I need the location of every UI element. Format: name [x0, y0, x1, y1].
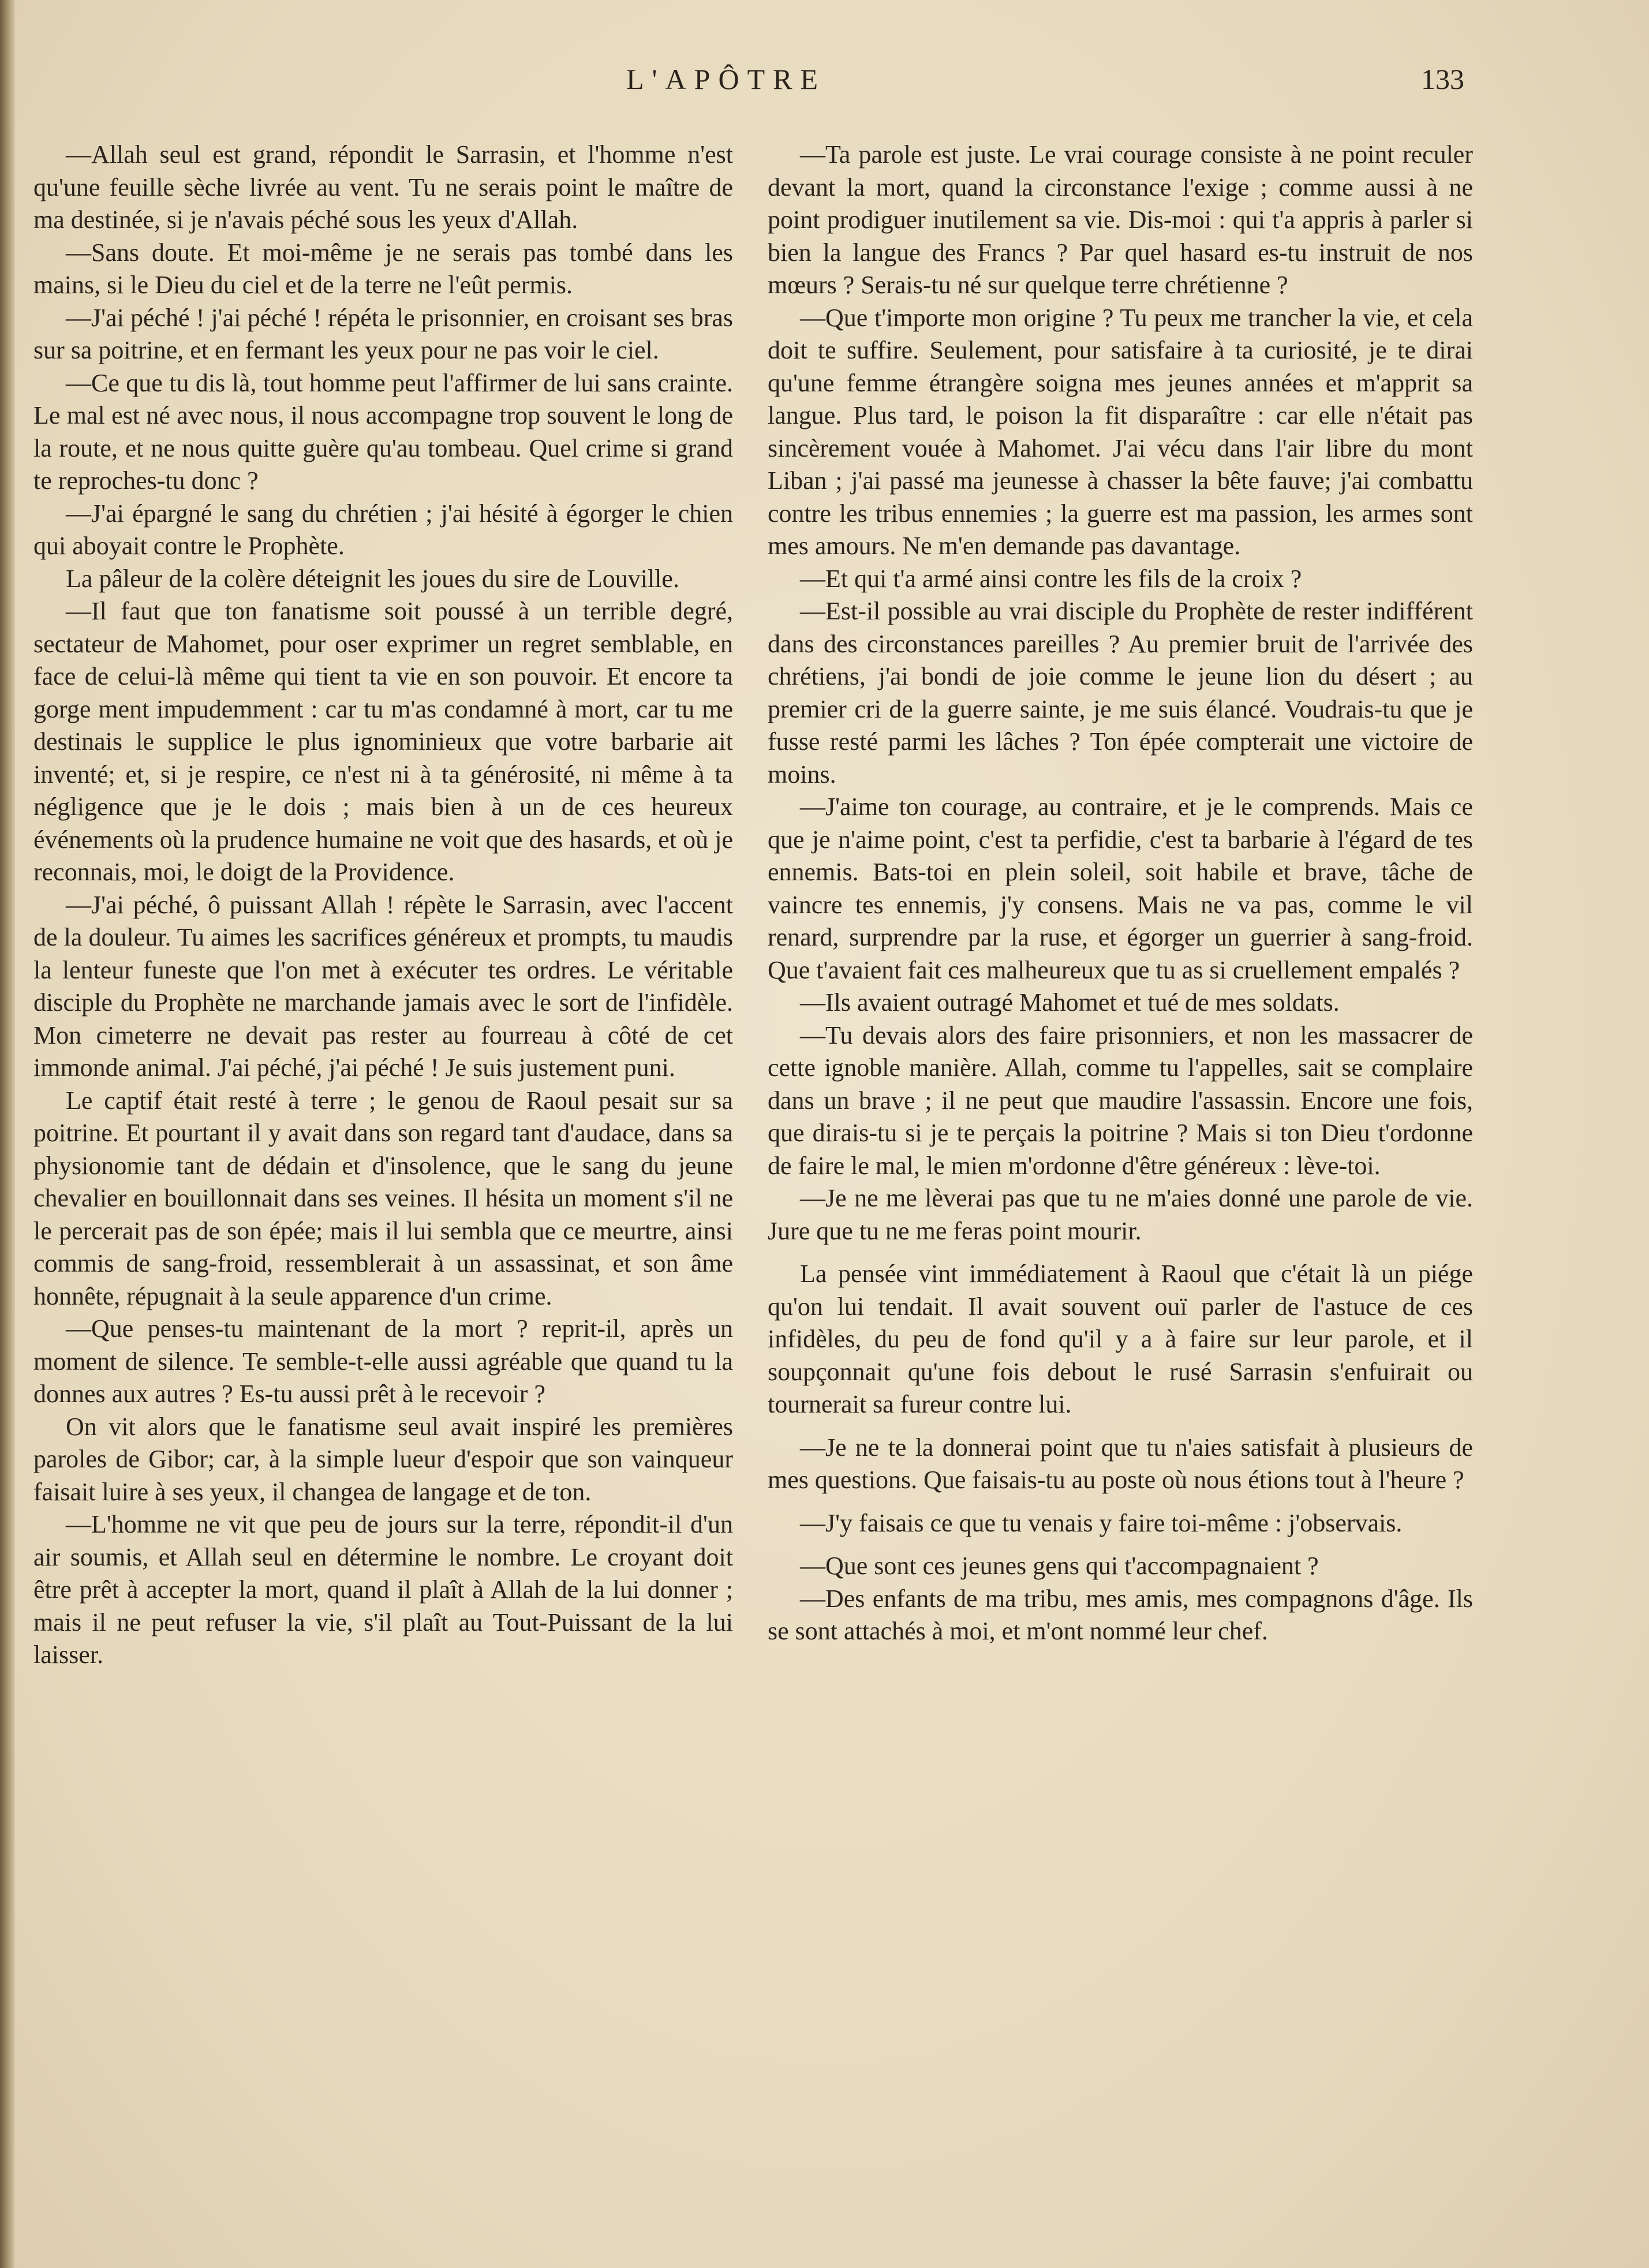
paragraph: —J'aime ton courage, au contraire, et je le comprends. Mais ce que je n'aime point, c'est ta perfidie, c'est ta barbarie à l'égard de tes ennemis. Bats-toi en plein soleil, soit habile et brave, tâche de vaincre tes ennemis, j'y consens. Mais ne va pas, comme le vil renard, surprendre par la ruse, et égorger un guerrier à sang-froid. Que t'avaient fait ces malheureux que tu as si cruellement empalés ? [768, 793, 1473, 984]
paragraph: Le captif était resté à terre ; le genou de Raoul pesait sur sa poitrine. Et pourtant il y avait dans son regard tant d'audace, dans sa physionomie tant de dédain et d'insolence, que le sang du jeune chevalier en bouillonnait dans ses veines. Il hésita un moment s'il ne le percerait pas de son épée; mais il lui sembla que ce meurtre, ainsi commis de sang-froid, ressemblerait à un assassinat, et son âme honnête, répugnait à la seule apparence d'un crime. [33, 1086, 733, 1310]
paragraph: —Que penses-tu maintenant de la mort ? reprit-il, après un moment de silence. Te semble-t-elle aussi agréable que quand tu la donnes aux autres ? Es-tu aussi prêt à le recevoir ? [33, 1314, 733, 1408]
text-column-right [768, 139, 1473, 1648]
paragraph: —Des enfants de ma tribu, mes amis, mes compagnons d'âge. Ils se sont attachés à moi, et m'ont nommé leur chef. [768, 1584, 1473, 1645]
paragraph: —J'ai épargné le sang du chrétien ; j'ai hésité à égorger le chien qui aboyait contre le Prophète. [33, 499, 733, 560]
paragraph: —Est-il possible au vrai disciple du Prophète de rester indifférent dans des circonstances pareilles ? Au premier bruit de l'arrivée des chrétiens, j'ai bondi de joie comme le jeune lion du désert ; au premier cri de la guerre sainte, je me suis élancé. Voudrais-tu que je fusse resté parmi les lâches ? Ton épée compterait une victoire de moins. [768, 597, 1473, 789]
paragraph: —Je ne me lèverai pas que tu ne m'aies donné une parole de vie. Jure que tu ne me feras point mourir. [768, 1184, 1473, 1245]
paragraph: —L'homme ne vit que peu de jours sur la terre, répondit-il d'un air soumis, et Allah seul en détermine le nombre. Le croyant doit être prêt à accepter la mort, quand il plaît à Allah de la lui donner ; mais il ne peut refuser la vie, s'il plaît au Tout-Puissant de la lui laisser. [33, 1510, 733, 1669]
page-binding-edge [0, 0, 15, 2268]
page-number: 133 [1421, 63, 1464, 95]
paragraph: —Ta parole est juste. Le vrai courage consiste à ne point reculer devant la mort, quand la circonstance l'exige ; comme aussi à ne point prodiguer inutilement sa vie. Dis-moi : qui t'a appris à parler si bien la langue des Francs ? Par quel hasard es-tu instruit de nos mœurs ? Serais-tu né sur quelque terre chrétienne ? [768, 140, 1473, 299]
paragraph: —J'y faisais ce que tu venais y faire toi-même : j'observais. [800, 1508, 1403, 1537]
paragraph: La pâleur de la colère déteignit les joues du sire de Louville. [66, 564, 679, 593]
paragraph: —Que sont ces jeunes gens qui t'accompagnaient ? [800, 1552, 1319, 1580]
paragraph: —J'ai péché ! j'ai péché ! répéta le prisonnier, en croisant ses bras sur sa poitrine, et en fermant les yeux pour ne pas voir le ciel. [33, 303, 733, 364]
paragraph: —Il faut que ton fanatisme soit poussé à un terrible degré, sectateur de Mahomet, pour oser exprimer un regret semblable, en face de celui-là même qui tient ta vie en son pouvoir. Et encore ta gorge ment impudemment : car tu m'as condamné à mort, car tu me destinais le supplice le plus ignominieux que votre barbarie ait inventé; et, si je respire, ce n'est ni à ta générosité, ni même à ta négligence que je le dois ; mais bien à un de ces heureux événements où la prudence humaine ne voit que des hasards, et où je reconnais, moi, le doigt de la Providence. [33, 597, 733, 886]
paragraph: —Tu devais alors des faire prisonniers, et non les massacrer de cette ignoble manière. Allah, comme tu l'appelles, sait se complaire dans un brave ; il ne peut que maudire l'assassin. Encore une fois, que dirais-tu si je te perçais la poitrine ? Mais si ton Dieu t'ordonne de faire le mal, le mien m'ordonne d'être généreux : lève-toi. [768, 1021, 1473, 1180]
running-title: L'APÔTRE [626, 63, 827, 95]
paragraph: —Et qui t'a armé ainsi contre les fils de la croix ? [800, 564, 1302, 593]
paragraph: —Que t'importe mon origine ? Tu peux me trancher la vie, et cela doit te suffire. Seulement, pour satisfaire à ta curiosité, je te dirai qu'une femme étrangère soigna mes jeunes années et m'apprit sa langue. Plus tard, le poison la fit disparaître : car elle n'était pas sincèrement vouée à Mahomet. J'ai vécu dans l'air libre du mont Liban ; j'ai passé ma jeunesse à chasser la bête fauve; j'ai combattu contre les tribus ennemies ; la guerre est ma passion, les armes sont mes amours. Ne m'en demande pas davantage. [768, 303, 1473, 560]
paragraph: —Allah seul est grand, répondit le Sarrasin, et l'homme n'est qu'une feuille sèche livrée au vent. Tu ne serais point le maître de ma destinée, si je n'avais péché sous les yeux d'Allah. [33, 140, 733, 234]
paragraph: —Je ne te la donnerai point que tu n'aies satisfait à plusieurs de mes questions. Que faisais-tu au poste où nous étions tout à l'heure ? [768, 1433, 1473, 1494]
paragraph: La pensée vint immédiatement à Raoul que c'était là un piége qu'on lui tendait. Il avait souvent ouï parler de l'astuce de ces infidèles, du peu de fond qu'il y a à faire sur leur parole, et il soupçonnait qu'une fois debout le rusé Sarrasin s'enfuirait ou tournerait sa fureur contre lui. [768, 1260, 1473, 1418]
paragraph: —Sans doute. Et moi-même je ne serais pas tombé dans les mains, si le Dieu du ciel et de la terre ne l'eût permis. [33, 238, 733, 299]
paragraph: On vit alors que le fanatisme seul avait inspiré les premières paroles de Gibor; car, à la simple lueur d'espoir que son vainqueur faisait luire à ses yeux, il changea de langage et de ton. [33, 1412, 733, 1506]
text-column-left [33, 139, 733, 1672]
paragraph: —Ce que tu dis là, tout homme peut l'affirmer de lui sans crainte. Le mal est né avec nous, il nous accompagne trop souvent le long de la route, et ne nous quitte guère qu'au tombeau. Quel crime si grand te reproches-tu donc ? [33, 368, 733, 495]
paragraph: —J'ai péché, ô puissant Allah ! répète le Sarrasin, avec l'accent de la douleur. Tu aimes les sacrifices généreux et prompts, tu maudis la lenteur funeste que l'on met à exécuter tes ordres. Le véritable disciple du Prophète ne marchande jamais avec le sort de l'infidèle. Mon cimeterre ne devait pas rester au fourreau à côté de cet immonde animal. J'ai péché, j'ai péché ! Je suis justement puni. [33, 890, 733, 1082]
paragraph: —Ils avaient outragé Mahomet et tué de mes soldats. [800, 988, 1340, 1017]
